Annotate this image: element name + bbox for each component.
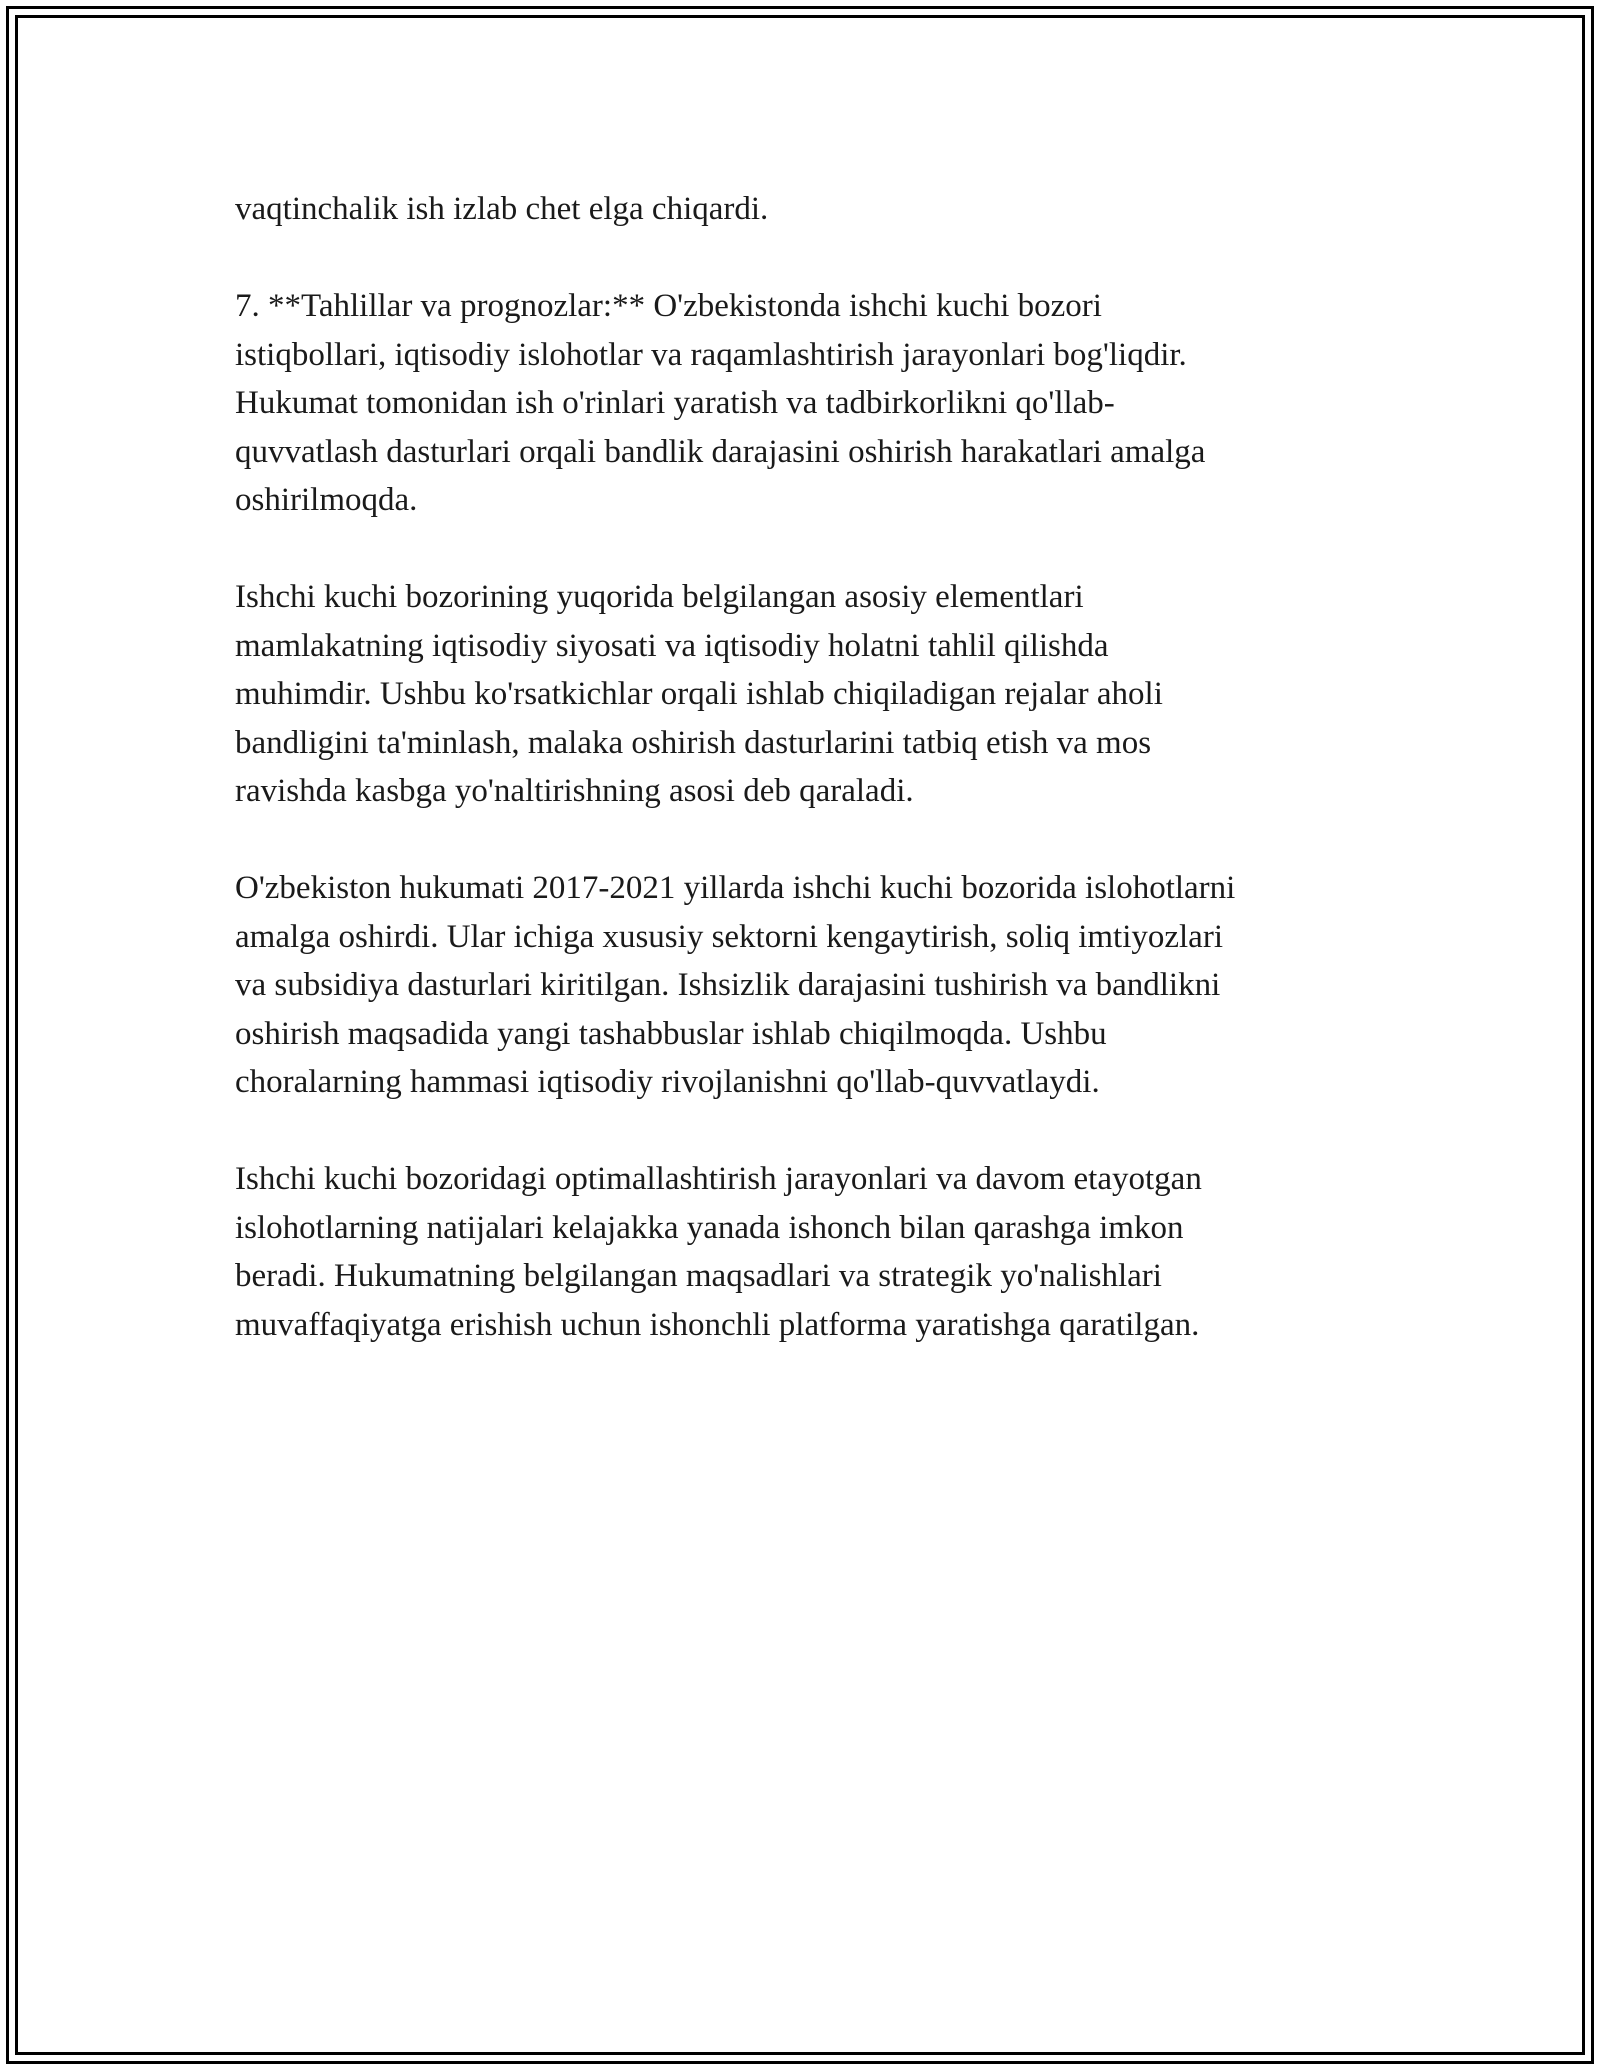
- text-line: vaqtinchalik ish izlab chet elga chiqardi.: [235, 191, 769, 227]
- text-line: quvvatlash dasturlari orqali bandlik darajasini oshirish harakatlari amalga: [235, 433, 1206, 470]
- text-line: Hukumat tomonidan ish o'rinlari yaratish va tadbirkorlikni qo'llab-: [235, 385, 1115, 421]
- text-line: ravishda kasbga yo'naltirishning asosi deb qaraladi.: [235, 773, 914, 809]
- text-line: istiqbollari, iqtisodiy islohotlar va raqamlashtirish jarayonlari bog'liqdir.: [235, 336, 1187, 373]
- text-line: islohotlarning natijalari kelajakka yanada ishonch bilan qarashga imkon: [235, 1209, 1184, 1246]
- document-body: [235, 185, 1365, 1398]
- paragraph-government-reforms: [235, 864, 1365, 1107]
- text-line: amalga oshirdi. Ular ichiga xususiy sektorni kengaytirish, soliq imtiyozlari: [235, 918, 1223, 955]
- text-line: 7. **Tahlillar va prognozlar:** O'zbekistonda ishchi kuchi bozori: [235, 288, 1102, 324]
- text-line: muhimdir. Ushbu ko'rsatkichlar orqali ishlab chiqiladigan rejalar aholi: [235, 676, 1163, 712]
- text-line: Ishchi kuchi bozoridagi optimallashtirish jarayonlari va davom etayotgan: [235, 1161, 1202, 1197]
- paragraph-continuation: [235, 185, 1365, 234]
- text-line: va subsidiya dasturlari kiritilgan. Ishsizlik darajasini tushirish va bandlikni: [235, 967, 1221, 1003]
- text-line: O'zbekiston hukumati 2017-2021 yillarda ishchi kuchi bozorida islohotlarni: [235, 870, 1236, 906]
- text-line: beradi. Hukumatning belgilangan maqsadlari va strategik yo'nalishlari: [235, 1258, 1162, 1294]
- text-line: mamlakatning iqtisodiy siyosati va iqtisodiy holatni tahlil qilishda: [235, 627, 1109, 664]
- text-line: oshirilmoqda.: [235, 482, 418, 518]
- text-line: Ishchi kuchi bozorining yuqorida belgilangan asosiy elementlari: [235, 579, 1084, 615]
- paragraph-analysis-forecast: [235, 282, 1365, 525]
- text-line: choralarning hammasi iqtisodiy rivojlanishni qo'llab-quvvatlaydi.: [235, 1064, 1100, 1100]
- paragraph-labor-market-elements: [235, 573, 1365, 816]
- text-line: muvaffaqiyatga erishish uchun ishonchli platforma yaratishga qaratilgan.: [235, 1306, 1200, 1343]
- text-line: oshirish maqsadida yangi tashabbuslar ishlab chiqilmoqda. Ushbu: [235, 1015, 1107, 1052]
- paragraph-optimization-conclusion: [235, 1155, 1365, 1349]
- text-line: bandligini ta'minlash, malaka oshirish dasturlarini tatbiq etish va mos: [235, 724, 1152, 761]
